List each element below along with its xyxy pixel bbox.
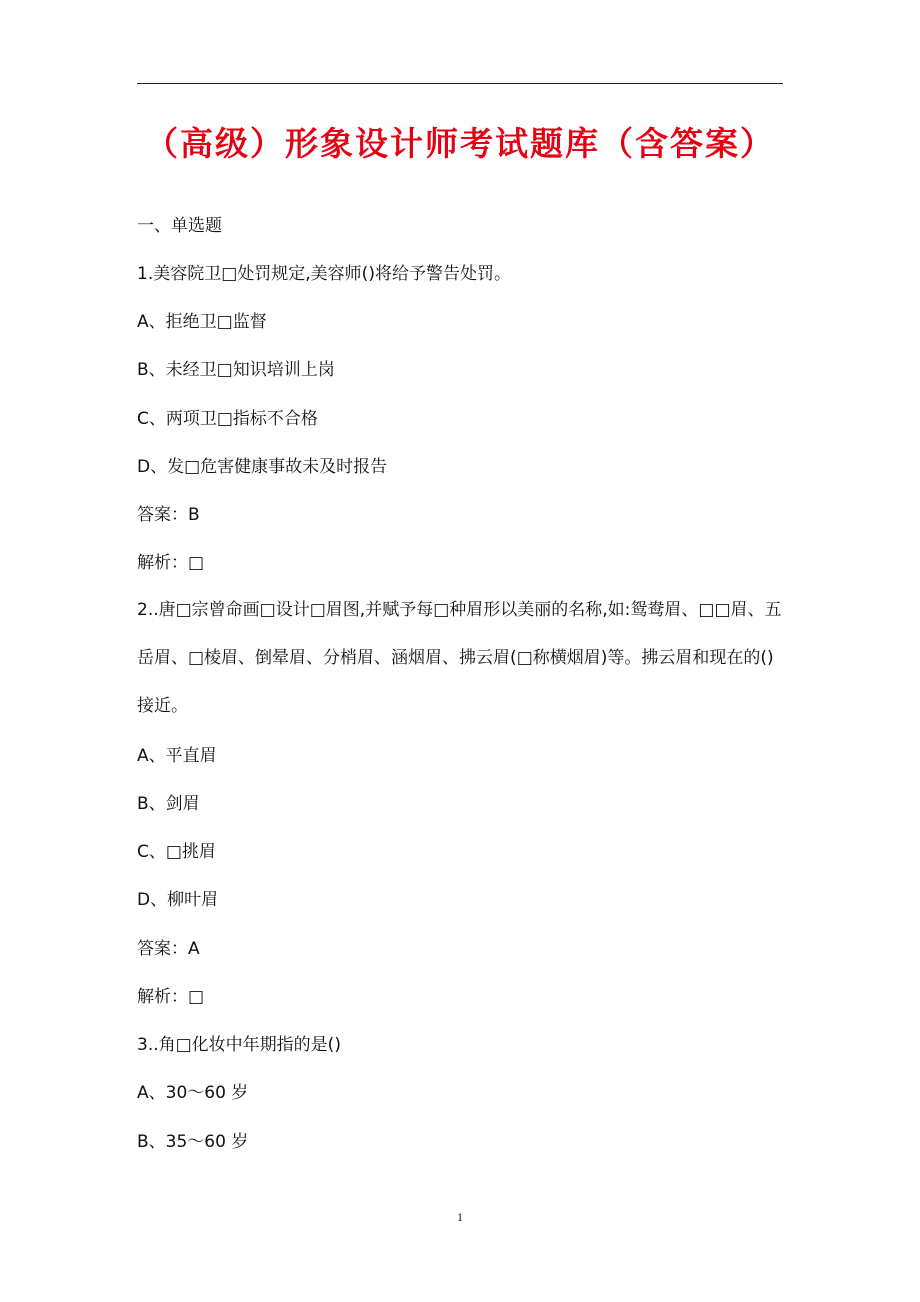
section-heading: 一、单选题 (137, 216, 222, 236)
header-rule (137, 83, 783, 84)
question-2-option-c: C、□挑眉 (137, 842, 216, 862)
page-number: 1 (457, 1210, 463, 1224)
document-title: （高级）形象设计师考试题库（含答案） (145, 124, 775, 163)
question-1-option-a: A、拒绝卫□监督 (137, 312, 267, 332)
question-1-stem: 1.美容院卫□处罚规定,美容师()将给予警告处罚。 (137, 264, 511, 284)
question-2-option-d: D、柳叶眉 (137, 890, 219, 910)
question-1-analysis: 解析：□ (137, 553, 205, 573)
question-1-answer: 答案：B (137, 505, 200, 525)
question-2-option-b: B、剑眉 (137, 794, 200, 814)
question-2-answer: 答案：A (137, 939, 200, 959)
question-2-analysis: 解析：□ (137, 987, 205, 1007)
question-2-option-a: A、平直眉 (137, 746, 217, 766)
question-3-stem: 3..⻆□化妆中年期指的是() (137, 1035, 341, 1055)
question-1-option-b: B、未经卫□知识培训上岗 (137, 360, 335, 380)
question-1-option-d: D、发□危害健康事故未及时报告 (137, 457, 388, 477)
question-3-option-b: B、35～60 岁 (137, 1132, 249, 1152)
question-3-option-a: A、30～60 岁 (137, 1083, 249, 1103)
question-1-option-c: C、两项卫□指标不合格 (137, 409, 318, 429)
question-2-stem: 2..唐□宗曾命画□设计□眉图,并赋予每□种眉形以美丽的名称,如:鸳鸯眉、□□眉、五岳眉、□棱眉、倒晕眉、分梢眉、涵烟眉、拂云眉(□称横烟眉)等。拂云眉和现在的()接近。 (137, 600, 782, 716)
